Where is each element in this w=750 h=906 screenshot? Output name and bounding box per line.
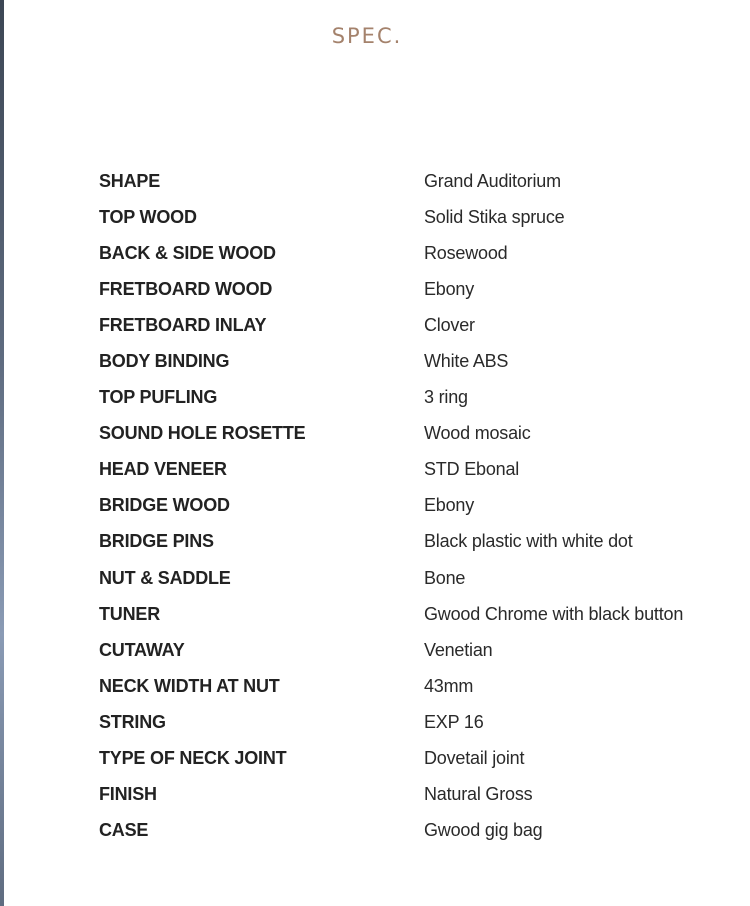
spec-label: FRETBOARD INLAY — [99, 314, 267, 335]
spec-value: STD Ebonal — [424, 459, 520, 480]
spec-label: HEAD VENEER — [99, 459, 227, 480]
page-title: SPEC. — [331, 24, 403, 48]
spec-value: 3 ring — [424, 387, 468, 408]
spec-label: BRIDGE PINS — [99, 531, 214, 552]
spec-value: Gwood gig bag — [424, 820, 543, 841]
spec-row-bridge-pins — [99, 524, 744, 560]
spec-value: Clover — [424, 314, 475, 335]
spec-value: Black plastic with white dot — [424, 531, 633, 552]
spec-label: TOP WOOD — [99, 206, 197, 227]
spec-value: Bone — [424, 567, 466, 588]
spec-table — [99, 163, 744, 849]
spec-label: BACK & SIDE WOOD — [99, 242, 276, 263]
spec-row-nut-saddle — [99, 560, 744, 596]
spec-row-tuner — [99, 596, 744, 632]
spec-label: SOUND HOLE ROSETTE — [99, 423, 306, 444]
spec-value: Solid Stika spruce — [424, 206, 565, 227]
spec-row-string — [99, 704, 744, 740]
spec-row-body-binding — [99, 343, 744, 379]
spec-value: Ebony — [424, 278, 475, 299]
spec-row-cutaway — [99, 632, 744, 668]
spec-row-top-pufling — [99, 380, 744, 416]
spec-value: Venetian — [424, 639, 493, 660]
spec-label: BODY BINDING — [99, 351, 230, 372]
spec-value: Ebony — [424, 495, 475, 516]
spec-label: TYPE OF NECK JOINT — [99, 748, 287, 769]
spec-row-type-of-neck-joint — [99, 741, 744, 777]
spec-label: FINISH — [99, 784, 157, 805]
spec-value: Grand Auditorium — [424, 170, 561, 191]
spec-value: EXP 16 — [424, 711, 484, 732]
spec-row-fretboard-inlay — [99, 307, 744, 343]
spec-row-bridge-wood — [99, 488, 744, 524]
spec-label: STRING — [99, 711, 166, 732]
spec-label: FRETBOARD WOOD — [99, 278, 273, 299]
spec-row-fretboard-wood — [99, 271, 744, 307]
spec-label: CUTAWAY — [99, 639, 185, 660]
spec-value: Rosewood — [424, 242, 508, 263]
spec-value: Dovetail joint — [424, 748, 525, 769]
spec-row-finish — [99, 777, 744, 813]
spec-value: White ABS — [424, 351, 509, 372]
spec-label: CASE — [99, 820, 149, 841]
spec-label: TOP PUFLING — [99, 387, 218, 408]
spec-row-back-side-wood — [99, 235, 744, 271]
spec-row-case — [99, 813, 744, 849]
spec-row-top-wood — [99, 199, 744, 235]
spec-value: Wood mosaic — [424, 423, 531, 444]
spec-row-head-veneer — [99, 452, 744, 488]
spec-label: SHAPE — [99, 170, 161, 191]
spec-value: 43mm — [424, 675, 474, 696]
spec-label: TUNER — [99, 603, 160, 624]
spec-label: NECK WIDTH AT NUT — [99, 675, 280, 696]
spec-row-sound-hole-rosette — [99, 416, 744, 452]
spec-value: Gwood Chrome with black button — [424, 603, 684, 624]
spec-row-shape — [99, 163, 744, 199]
window-left-edge — [0, 0, 4, 906]
spec-value: Natural Gross — [424, 784, 533, 805]
spec-row-neck-width-at-nut — [99, 668, 744, 704]
spec-label: NUT & SADDLE — [99, 567, 231, 588]
spec-label: BRIDGE WOOD — [99, 495, 230, 516]
